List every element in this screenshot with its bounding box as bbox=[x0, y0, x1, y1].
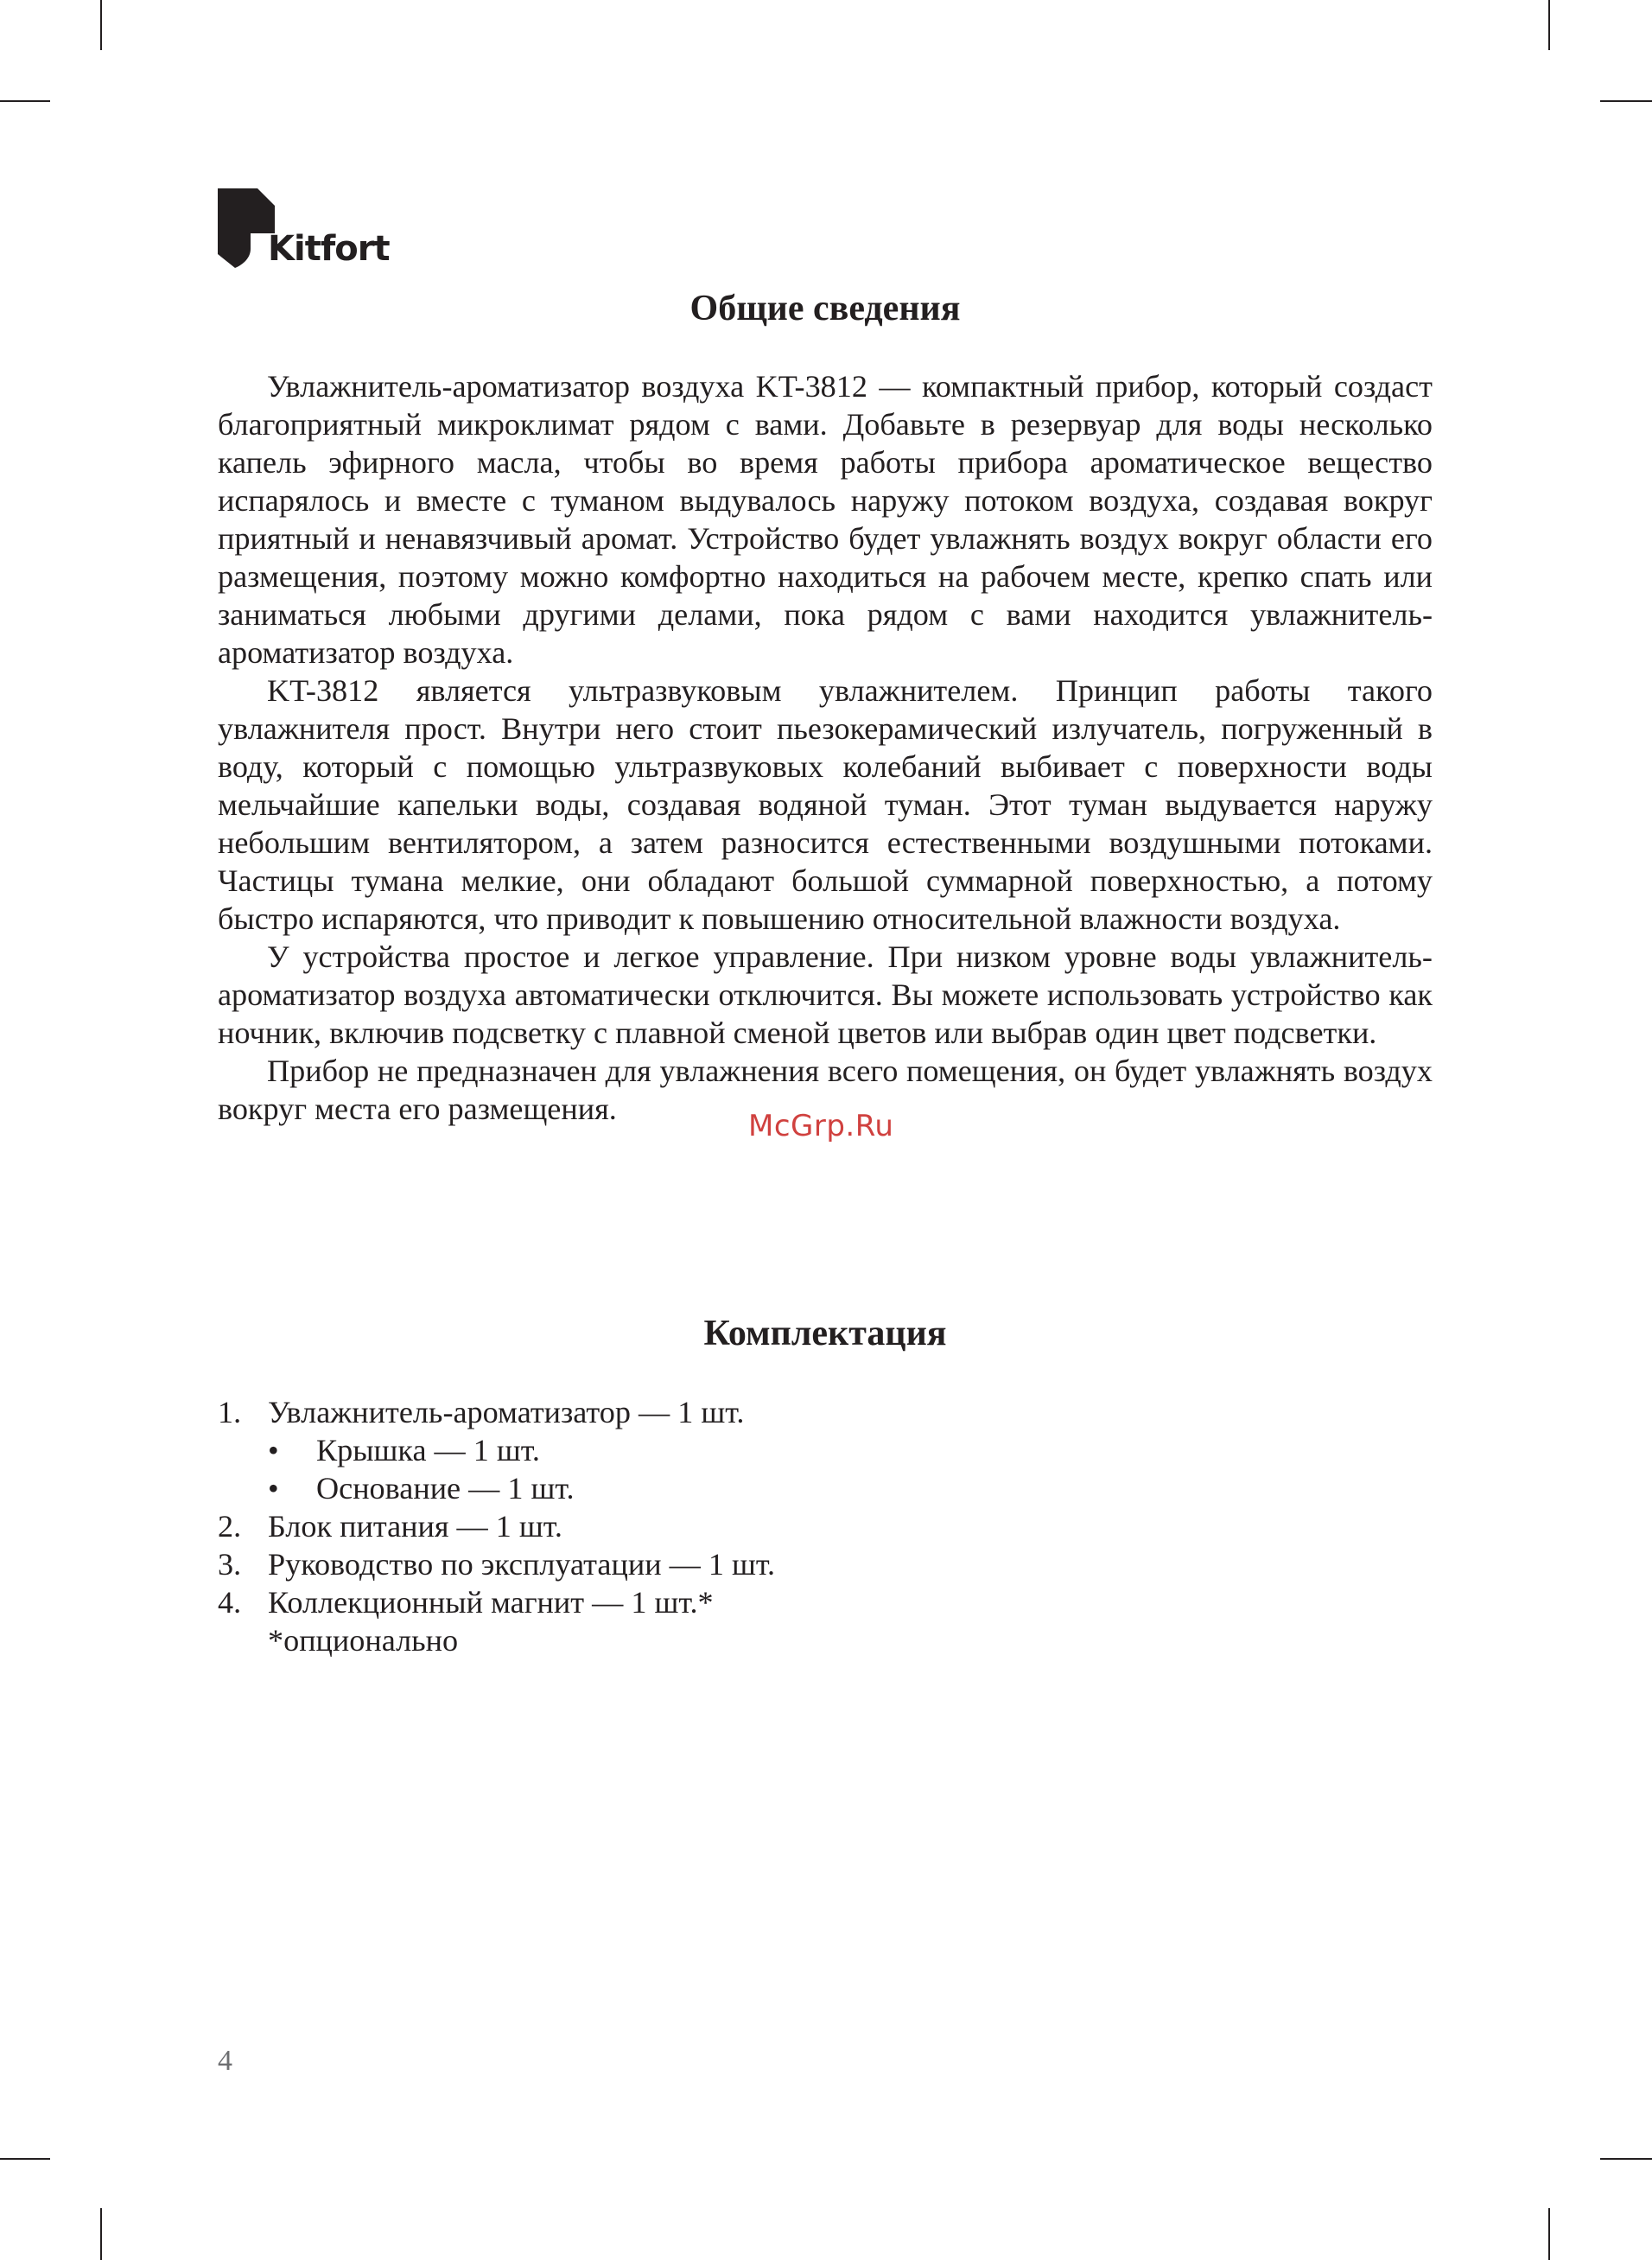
list-subitem bbox=[218, 1469, 1433, 1507]
list-item-text: Коллекционный магнит — 1 шт.* bbox=[268, 1585, 714, 1620]
kit-list bbox=[218, 1393, 1433, 1659]
paragraph: У устройства простое и легкое управление. При низком уровне воды увлажнитель-ароматизатор воздуха автоматически отключится. Вы можете использовать устройство как ночник, включив подсветку с плавной сменой цветов или выбрав один цвет подсветки. bbox=[218, 939, 1433, 1050]
section-title-general: Общие сведения bbox=[689, 289, 961, 328]
list-item bbox=[218, 1507, 1433, 1545]
logo-brand-text: Kitfort bbox=[268, 229, 390, 269]
crop-mark-top-left bbox=[100, 0, 102, 50]
paragraph: Прибор не предназначен для увлажнения всего помещения, он будет увлажнять воздух вокруг места его размещения. bbox=[218, 1054, 1433, 1126]
crop-mark-bottom-right bbox=[1548, 2208, 1550, 2260]
list-number: 3. bbox=[218, 1547, 242, 1582]
crop-mark-bottom-left-h bbox=[0, 2158, 50, 2160]
bullet: • bbox=[268, 1471, 279, 1506]
watermark-link[interactable]: McGrp.Ru bbox=[748, 1109, 894, 1143]
section-title-kit: Комплектация bbox=[703, 1314, 947, 1353]
kitfort-logo bbox=[218, 188, 391, 271]
crop-mark-top-left-h bbox=[0, 100, 50, 102]
list-subitem-text: Крышка — 1 шт. bbox=[316, 1433, 540, 1467]
list-number: 2. bbox=[218, 1509, 242, 1544]
crop-mark-top-right-h bbox=[1600, 100, 1652, 102]
list-number: 1. bbox=[218, 1395, 242, 1429]
crop-mark-bottom-right-h bbox=[1600, 2158, 1652, 2160]
list-item-text: Руководство по эксплуатации — 1 шт. bbox=[268, 1547, 776, 1582]
crop-mark-bottom-left bbox=[100, 2208, 102, 2260]
footnote bbox=[218, 1621, 1433, 1659]
page-number: 4 bbox=[218, 2045, 232, 2077]
list-item-text: Увлажнитель-ароматизатор — 1 шт. bbox=[268, 1395, 745, 1429]
list-item bbox=[218, 1583, 1433, 1621]
crop-mark-top-right bbox=[1548, 0, 1550, 50]
list-item bbox=[218, 1393, 1433, 1431]
paragraph: KT-3812 является ультразвуковым увлажнителем. Принцип работы такого увлажнителя прост. Внутри него стоит пьезокерамический излучатель, погруженный в воду, который с помощью ультразвуковых колебаний выбивает с поверхности воды мельчайшие капельки воды, создавая водяной туман. Этот туман выдувается наружу небольшим вентилятором, а затем разносится естественными воздушными потоками. Частицы тумана мелкие, они обладают большой суммарной поверхностью, а потому быстро испаряются, что приводит к повышению относительной влажности воздуха. bbox=[218, 673, 1433, 936]
footnote-text: *опционально bbox=[268, 1623, 459, 1658]
bullet: • bbox=[268, 1433, 279, 1467]
list-subitem bbox=[218, 1431, 1433, 1469]
general-info-body bbox=[218, 367, 1433, 1128]
list-subitem-text: Основание — 1 шт. bbox=[316, 1471, 575, 1506]
list-number: 4. bbox=[218, 1585, 242, 1620]
list-item-text: Блок питания — 1 шт. bbox=[268, 1509, 562, 1544]
paragraph: Увлажнитель-ароматизатор воздуха KT-3812 — компактный прибор, который создаст благоприятный микроклимат рядом с вами. Добавьте в резервуар для воды несколько капель эфирного масла, чтобы во время работы прибора ароматическое вещество испарялось и вместе с туманом выдувалось наружу потоком воздуха, создавая вокруг приятный и ненавязчивый аромат. Устройство будет увлажнять воздух вокруг области его размещения, поэтому можно комфортно находиться на рабочем месте, крепко спать или заниматься любыми другими делами, пока рядом с вами находится увлажнитель-ароматизатор воздуха. bbox=[218, 369, 1433, 670]
list-item bbox=[218, 1545, 1433, 1583]
